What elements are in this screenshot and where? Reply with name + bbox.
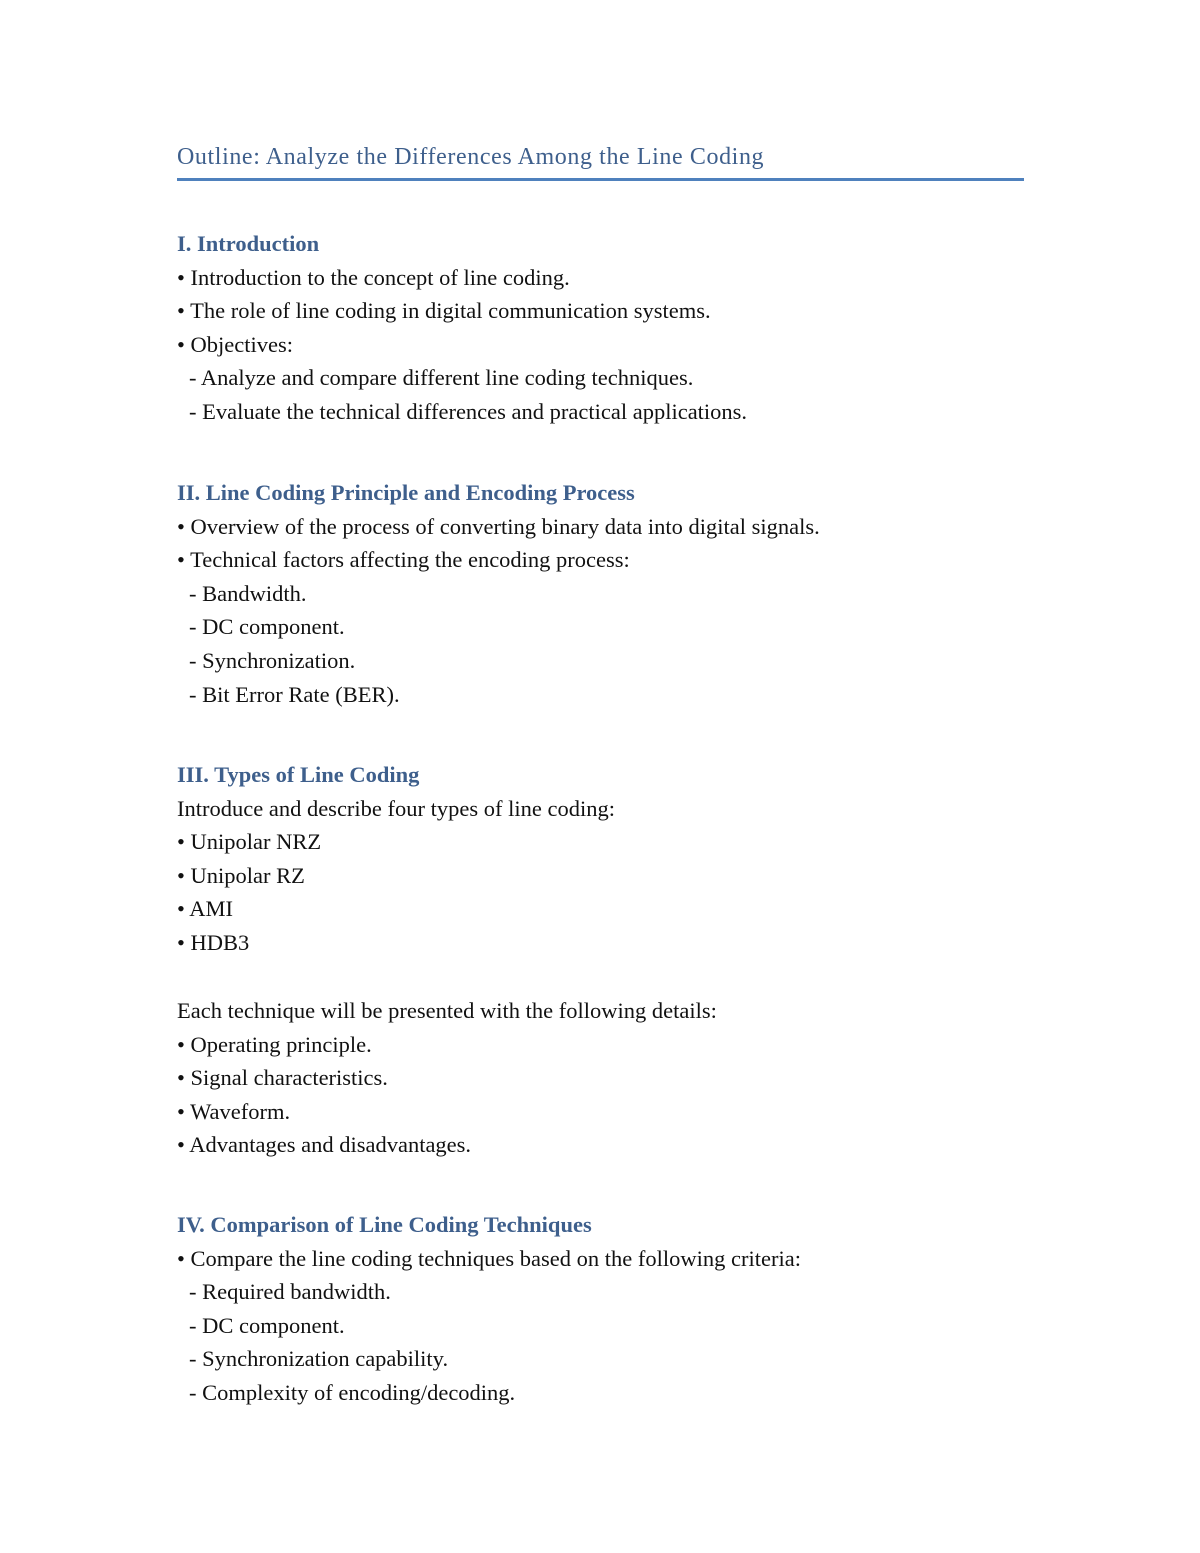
- sub-item: - Bandwidth.: [189, 580, 307, 606]
- section-heading: I. Introduction: [177, 231, 320, 256]
- section-heading: IV. Comparison of Line Coding Techniques: [177, 1212, 592, 1237]
- section-heading: III. Types of Line Coding: [177, 762, 420, 787]
- bullet-item: • HDB3: [177, 929, 250, 955]
- bullet-item: • Overview of the process of converting binary data into digital signals.: [177, 513, 820, 539]
- sub-item: - Bit Error Rate (BER).: [189, 681, 400, 707]
- bullet-item: • Waveform.: [177, 1098, 291, 1124]
- section-types-details: [177, 994, 1024, 1162]
- sub-item: - Evaluate the technical differences and practical applications.: [189, 398, 748, 424]
- bullet-item: • Advantages and disadvantages.: [177, 1132, 472, 1158]
- bullet-item: • Technical factors affecting the encoding process:: [177, 547, 630, 573]
- section-heading: II. Line Coding Principle and Encoding Process: [177, 480, 635, 505]
- title-underline: [177, 178, 1024, 181]
- sub-item: - Synchronization.: [189, 647, 356, 673]
- sub-item: - DC component.: [189, 1312, 345, 1338]
- bullet-item: • Operating principle.: [177, 1031, 372, 1057]
- section-comparison: [177, 1208, 1024, 1410]
- bullet-item: • The role of line coding in digital communication systems.: [177, 298, 711, 324]
- bullet-item: • Unipolar RZ: [177, 862, 305, 888]
- bullet-item: • Compare the line coding techniques based on the following criteria:: [177, 1245, 801, 1271]
- document-title: Outline: Analyze the Differences Among the Line Coding: [177, 144, 765, 170]
- sub-item: - Synchronization capability.: [189, 1346, 449, 1372]
- bullet-item: • Signal characteristics.: [177, 1065, 388, 1091]
- section-types: [177, 758, 1024, 960]
- bullet-item: • Objectives:: [177, 331, 293, 357]
- section-introduction: [177, 227, 1024, 429]
- sub-item: - Analyze and compare different line coding techniques.: [189, 365, 694, 391]
- sub-item: - Complexity of encoding/decoding.: [189, 1379, 516, 1405]
- paragraph-text: Each technique will be presented with the following details:: [177, 998, 717, 1023]
- sub-item: - DC component.: [189, 614, 345, 640]
- sub-item: - Required bandwidth.: [189, 1279, 391, 1305]
- bullet-item: • AMI: [177, 896, 234, 922]
- section-principle: [177, 476, 1024, 711]
- bullet-item: • Introduction to the concept of line coding.: [177, 264, 570, 290]
- paragraph-text: Introduce and describe four types of line coding:: [177, 795, 615, 821]
- bullet-item: • Unipolar NRZ: [177, 829, 322, 855]
